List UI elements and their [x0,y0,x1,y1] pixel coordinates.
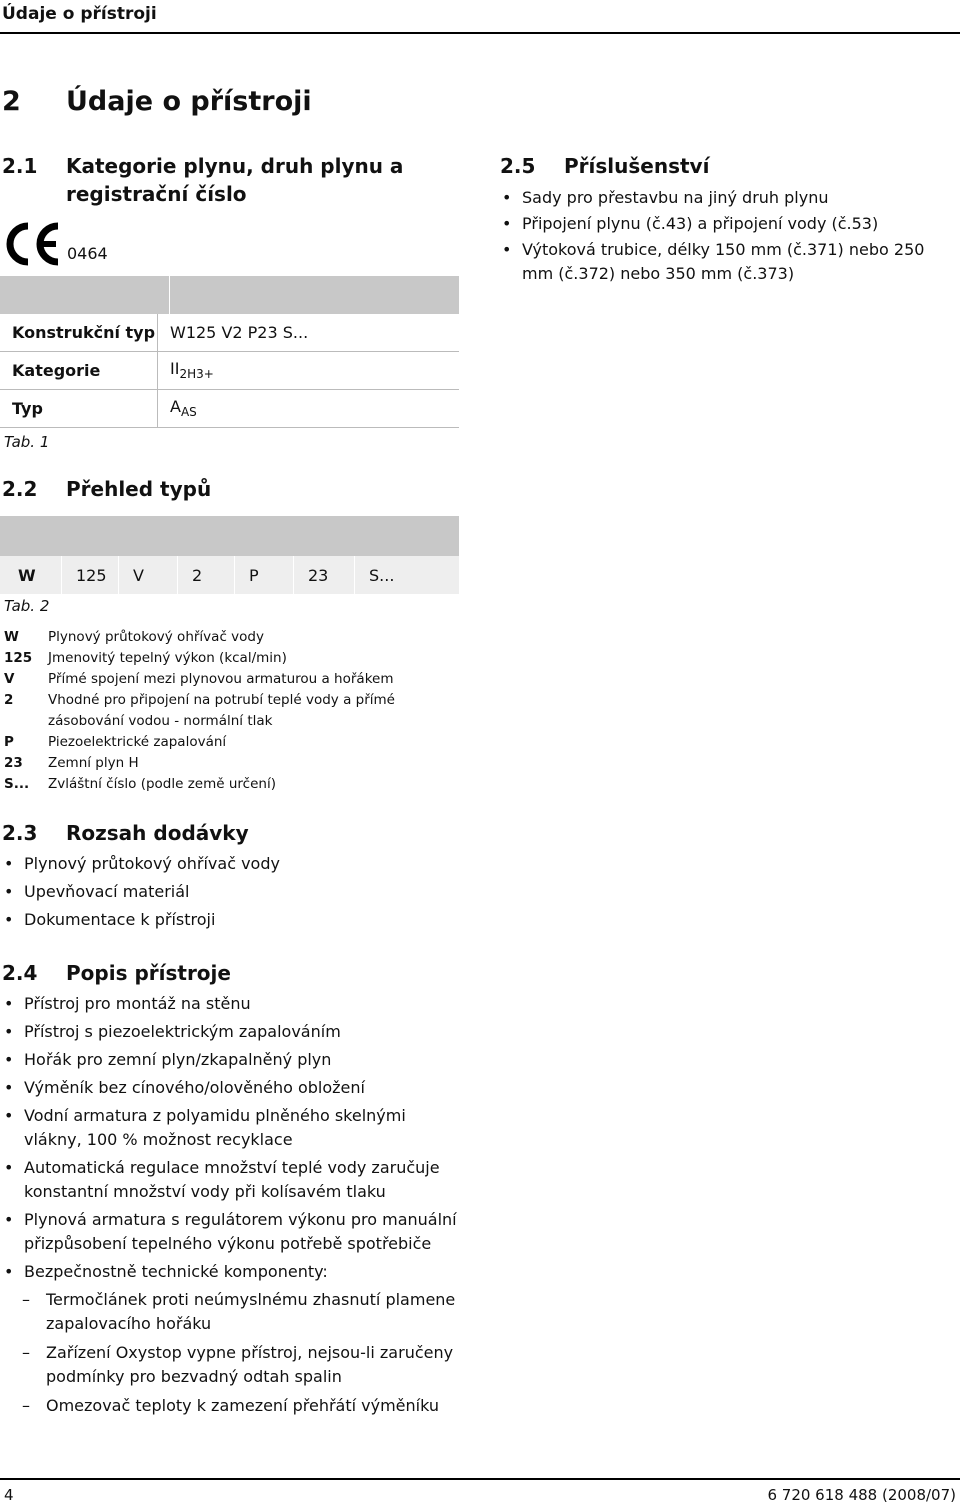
table1-caption: Tab. 1 [4,433,50,451]
list-item-text: Přístroj pro montáž na stěnu [24,994,251,1013]
list-item-text: Přístroj s piezoelektrickým zapalováním [24,1022,341,1041]
section-number: 2.2 [2,477,38,501]
section-title: Příslušenství [564,154,710,178]
legend-key: W [4,629,19,645]
ce-number: 0464 [67,244,108,263]
header-rule [0,32,960,34]
list-item [2,1260,457,1284]
section-title: Rozsah dodávky [66,821,249,845]
table1-row [0,314,459,352]
list-item [500,238,958,286]
table1-value [158,390,460,428]
bullet-icon: • [4,1050,14,1069]
list-item-text: Hořák pro zemní plyn/zkapalněný plyn [24,1050,332,1069]
table1-row [0,352,459,390]
accessories-list [500,186,958,288]
list-item-text: Bezpečnostně technické komponenty: [24,1262,328,1281]
list-item-text: Plynová armatura s regulátorem výkonu pro manuální přizpůsobení tepelného výkonu potřebě spotřebiče [24,1210,457,1253]
value-sub: 2H3+ [179,367,214,382]
legend-key: S... [4,776,30,792]
table2-header-band [0,516,459,556]
footer-rule [0,1478,960,1480]
bullet-icon: • [502,188,512,207]
list-item [2,992,457,1016]
legend-text: Jmenovitý tepelný výkon (kcal/min) [48,650,287,666]
section-title-line2: registrační číslo [66,182,247,206]
legend-key: V [4,671,15,687]
list-item-text: Vodní armatura z polyamidu plněného skelnými vlákny, 100 % možnost recyklace [24,1106,406,1149]
legend-key: 2 [4,692,14,708]
table2-cell: S... [355,556,442,594]
bullet-icon: • [4,1210,14,1229]
document-number: 6 720 618 488 (2008/07) [767,1486,956,1504]
list-item [2,1048,457,1072]
section-number: 2.1 [2,154,38,178]
dash-icon: – [22,1343,30,1362]
list-item-text: Automatická regulace množství teplé vody zaručuje konstantní množství vody při kolísavém tlaku [24,1158,440,1201]
list-item-text: Dokumentace k přístroji [24,910,216,929]
ce-mark-icon [4,222,62,266]
chapter-number: 2 [2,86,21,117]
table1-label: Kategorie [0,352,158,390]
bullet-icon: • [502,214,512,233]
sub-list-item-text: Zařízení Oxystop vypne přístroj, nejsou-li zaručeny podmínky pro bezvadný odtah spalin [46,1343,454,1386]
legend-text: Plynový průtokový ohřívač vody [48,629,264,645]
table2-cell: P [235,556,294,594]
section-number: 2.4 [2,961,38,985]
legend-text: Přímé spojení mezi plynovou armaturou a hořákem [48,671,394,687]
section-title: Popis přístroje [66,961,231,985]
table2-cell: 125 [62,556,119,594]
dash-icon: – [22,1290,30,1309]
sub-list-item [2,1341,457,1389]
page-number: 4 [4,1486,14,1504]
section-2-2-heading [2,475,211,503]
list-item-text: Výtoková trubice, délky 150 mm (č.371) nebo 250 mm (č.372) nebo 350 mm (č.373) [522,240,925,283]
sub-list-item-text: Omezovač teploty k zamezení přehřátí výměníku [46,1396,440,1415]
list-item-text: Výměník bez cínového/olověného obložení [24,1078,365,1097]
legend-text-cont: zásobování vodou - normální tlak [48,713,273,729]
legend-key: 23 [4,755,23,771]
dash-icon: – [22,1396,30,1415]
running-header: Údaje o přístroji [2,4,157,24]
table1-label: Typ [0,390,158,428]
section-title: Kategorie plynu, druh plynu a [66,154,404,178]
table2-cell: W [18,565,36,585]
value-main: A [170,397,181,417]
legend-text: Piezoelektrické zapalování [48,734,227,750]
value-sub: AS [180,405,197,420]
legend-key: P [4,734,14,750]
sub-list-item-text: Termočlánek proti neúmyslnému zhasnutí plamene zapalovacího hořáku [46,1290,456,1333]
legend-text: Vhodné pro připojení na potrubí teplé vody a přímé [48,692,395,708]
list-item [2,1076,457,1100]
table2-row [0,556,441,594]
sub-list-item [2,1394,457,1418]
list-item [2,908,457,932]
description-list [2,992,457,1423]
value-main: II [170,359,180,379]
bullet-icon: • [4,882,14,901]
section-2-5-heading [500,152,709,180]
legend-text: Zvláštní číslo (podle země určení) [48,776,276,792]
table2-cell: V [119,556,178,594]
list-item-text: Připojení plynu (č.43) a připojení vody (č.53) [522,214,879,233]
chapter-title [2,86,312,117]
delivery-list [2,852,457,936]
bullet-icon: • [502,240,512,259]
table1-value [158,352,460,390]
list-item [500,186,958,210]
bullet-icon: • [4,1078,14,1097]
list-item [500,212,958,236]
list-item [2,880,457,904]
bullet-icon: • [4,1106,14,1125]
bullet-icon: • [4,1262,14,1281]
table2-cell: 23 [294,556,355,594]
list-item [2,1156,457,1204]
list-item-text: Plynový průtokový ohřívač vody [24,854,280,873]
sub-list-item [2,1288,457,1336]
table2 [0,556,459,594]
section-2-3-heading [2,819,249,847]
legend-text: Zemní plyn H [48,755,139,771]
section-title: Přehled typů [66,477,212,501]
list-item [2,1020,457,1044]
list-item [2,852,457,876]
section-number: 2.5 [500,154,536,178]
table1 [0,314,459,428]
chapter-title-text: Údaje o přístroji [66,86,312,117]
section-2-1-heading [2,152,403,208]
bullet-icon: • [4,910,14,929]
table2-cell: 2 [178,556,235,594]
bullet-icon: • [4,994,14,1013]
list-item-text: Upevňovací materiál [24,882,190,901]
table2-caption: Tab. 2 [4,597,50,615]
list-item [2,1208,457,1256]
list-item [2,1104,457,1152]
bullet-icon: • [4,854,14,873]
legend-key: 125 [4,650,33,666]
type-legend [4,627,454,797]
bullet-icon: • [4,1158,14,1177]
table1-value: W125 V2 P23 S... [158,314,460,352]
table1-label: Konstrukční typ [0,314,158,352]
section-2-4-heading [2,959,231,987]
table1-header-band [0,276,459,314]
table1-row [0,390,459,428]
bullet-icon: • [4,1022,14,1041]
section-number: 2.3 [2,821,38,845]
list-item-text: Sady pro přestavbu na jiný druh plynu [522,188,829,207]
